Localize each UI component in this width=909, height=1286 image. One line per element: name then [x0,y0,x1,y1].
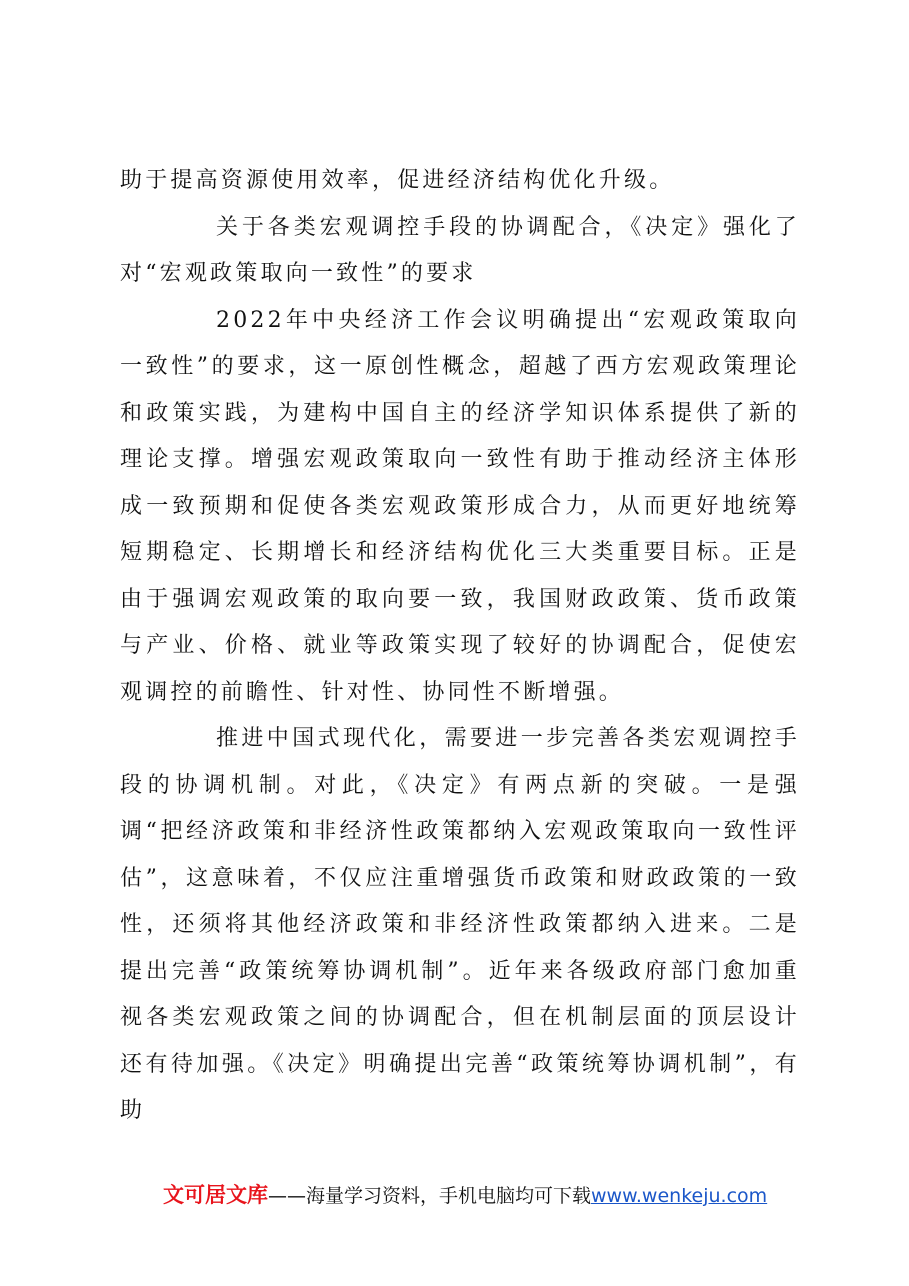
footer-brand: 文可居文库 [163,1183,268,1207]
footer-banner [163,1180,863,1210]
document-body [120,158,800,1135]
footer-slogan: ——海量学习资料，手机电脑均可下载 [268,1185,592,1207]
paragraph-2022-conference: 2022年中央经济工作会议明确提出“宏观政策取向一致性”的要求，这一原创性概念，超越了西方宏观政策理论和政策实践，为建构中国自主的经济学知识体系提供了新的理论支撑。增强宏观政策取向一致性有助于推动经济主体形成一致预期和促使各类宏观政策形成合力，从而更好地统筹短期稳定、长期增长和经济结构优化三大类重要目标。正是由于强调宏观政策的取向要一致，我国财政政策、货币政策与产业、价格、就业等政策实现了较好的协调配合，促使宏观调控的前瞻性、针对性、协同性不断增强。 [120,307,800,705]
paragraph-modernization: 推进中国式现代化，需要进一步完善各类宏观调控手段的协调机制。对此，《决定》有两点新的突破。一是强调“把经济政策和非经济性政策都纳入宏观政策取向一致性评估”，这意味着，不仅应注重增强货币政策和财政政策的一致性，还须将其他经济政策和非经济性政策都纳入进来。二是提出完善“政策统筹协调机制”。近年来各级政府部门愈加重视各类宏观政策之间的协调配合，但在机制层面的顶层设计还有待加强。《决定》明确提出完善“政策统筹协调机制”，有助 [120,726,800,1123]
paragraph-continued: 助于提高资源使用效率，促进经济结构优化升级。 [120,168,675,193]
footer-website-link[interactable]: www.wenkeju.com [591,1185,768,1207]
section-heading: 关于各类宏观调控手段的协调配合，《决定》强化了对“宏观政策取向一致性”的要求 [120,214,800,286]
